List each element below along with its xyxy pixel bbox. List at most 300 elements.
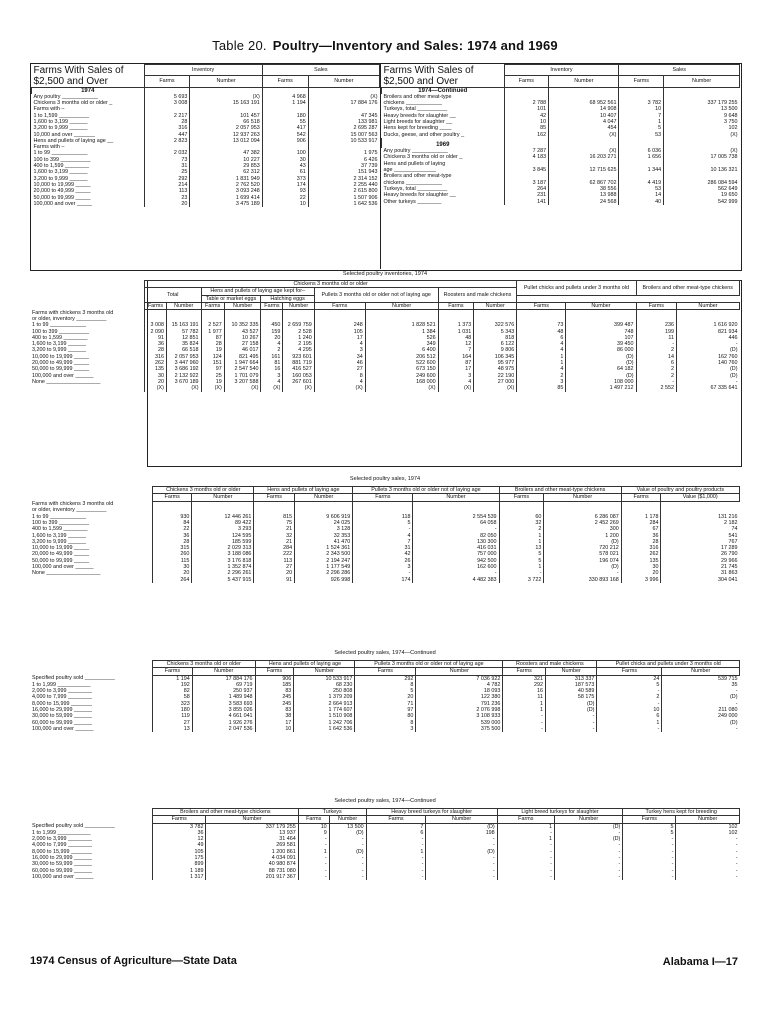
table-cell: 82 050 [413, 533, 499, 539]
s5-rows [30, 823, 740, 880]
table-cell: 10 533 917 [294, 675, 355, 682]
s4-group: Pullet chicks and pullets under 3 months old [597, 661, 740, 668]
table-cell: 14 [636, 354, 676, 360]
column-header: Number [544, 494, 621, 501]
table-cell: 48 975 [474, 366, 517, 372]
table-cell: 11 [636, 335, 676, 341]
table-cell: 2 057 953 [190, 125, 262, 131]
table-cell: - [597, 726, 662, 732]
table-cell: 42 [353, 551, 413, 557]
table-cell: 2 452 269 [544, 520, 621, 526]
s2-group: Broilers and other meat-type chickens [636, 281, 739, 296]
table-row [32, 201, 380, 207]
table-cell: 906 [255, 675, 294, 682]
table-cell: 89 422 [192, 520, 254, 526]
table-cell: 375 500 [416, 726, 503, 732]
table-cell: - [497, 861, 554, 867]
table-cell: 27 000 [474, 379, 517, 385]
table-cell: 1 [499, 564, 544, 570]
table-cell: 29 966 [661, 558, 740, 564]
table-cell: 337 179 255 [664, 100, 740, 106]
table-cell: (X) [166, 385, 201, 391]
footer-page: Alabama I—17 [662, 956, 738, 968]
top-left-head: Farms With Sales of $2,500 and Over [32, 65, 145, 88]
table-title: Poultry—Inventory and Sales: 1974 and 1969 [272, 38, 558, 53]
row-label: 4,000 to 7,999 ________ [32, 694, 92, 701]
table-cell: 198 [426, 830, 497, 836]
column-header: Number [295, 494, 353, 501]
row-label: Farms with – [33, 144, 65, 151]
table-cell: 66 518 [190, 119, 262, 125]
table-cell: 32 [499, 520, 544, 526]
table-cell: 187 573 [545, 682, 596, 688]
table-cell: 6 [636, 360, 676, 366]
table-cell: 71 [355, 701, 416, 707]
row-label: 400 to 1,599 ________ [33, 163, 89, 170]
s5-group: Turkeys [298, 809, 366, 816]
table-cell: 416 031 [413, 545, 499, 551]
table-cell: 2 195 [283, 341, 314, 347]
table-cell: 36 [153, 830, 206, 836]
table-cell: 3 108 933 [416, 713, 503, 719]
table-cell: 6 [517, 335, 566, 341]
table-cell: 1 [499, 533, 544, 539]
table-cell: - [329, 861, 366, 867]
table-cell: 122 380 [416, 694, 503, 700]
table-cell: 68 952 561 [549, 100, 619, 106]
table-cell: 8 [355, 720, 416, 726]
column-header: Farms [597, 668, 662, 675]
table-cell: (D) [545, 701, 596, 707]
table-cell: 27 158 [224, 341, 261, 347]
table-cell: - [503, 720, 546, 726]
table-row [30, 823, 740, 830]
column-header: Farms [255, 668, 294, 675]
table-cell: 10 227 [190, 157, 262, 163]
table-cell: 5 [619, 125, 664, 131]
table-cell: 15 163 191 [190, 100, 262, 106]
top-right-rows-b [382, 148, 740, 205]
row-label [30, 385, 145, 391]
table-cell: 1 242 706 [294, 720, 355, 726]
table-cell: 4 [353, 533, 413, 539]
table-cell: 13 988 [549, 192, 619, 198]
table-cell: 31 [353, 545, 413, 551]
row-label: 30,000 to 59,999 ______ [32, 861, 92, 868]
column-header: Number [166, 302, 201, 309]
table-cell: 2 [636, 366, 676, 372]
table-cell: 5 [623, 823, 676, 830]
table-cell: 20 [621, 570, 661, 576]
table-cell: 7 036 922 [416, 675, 503, 682]
row-label: 1 to 1,599 __________ [33, 112, 89, 119]
table-cell: 316 [621, 545, 661, 551]
table-cell: 2 552 [636, 385, 676, 391]
table-cell: 10 [262, 201, 308, 207]
table-cell: 248 [314, 322, 365, 328]
table-cell: 1 977 [201, 329, 224, 335]
row-label: Light breeds for slaughter __ [383, 118, 453, 125]
column-header: Farms [636, 302, 676, 309]
table-cell: 2 [261, 347, 283, 353]
table-cell: 119 [153, 713, 193, 719]
table-cell: 720 212 [544, 545, 621, 551]
table-cell: 10 267 [224, 335, 261, 341]
table-cell: 13 500 [329, 823, 366, 830]
table-cell: 1 352 874 [192, 564, 254, 570]
table-cell: 36 [145, 341, 167, 347]
s2-subgroup: Table or market eggs [201, 295, 261, 302]
s4-rows [30, 675, 740, 732]
table-cell: 113 [144, 188, 190, 194]
table-cell: (D) [329, 830, 366, 836]
table-cell: 22 190 [474, 373, 517, 379]
table-cell: 446 [677, 335, 740, 341]
table-cell: 4 661 041 [192, 713, 255, 719]
table-cell: 17 289 [661, 545, 740, 551]
table-cell: - [597, 701, 662, 707]
column-header: Number [224, 302, 261, 309]
table-cell: - [554, 855, 622, 861]
row-label: Heavy breeds for slaughter __ [383, 192, 456, 199]
table-cell: 2 788 [504, 100, 549, 106]
table-cell: 30 [621, 564, 661, 570]
table-cell: - [366, 855, 426, 861]
table-cell: 48 [438, 335, 474, 341]
row-label: 60,000 to 99,999 ______ [32, 719, 92, 726]
s5-table [30, 808, 740, 880]
table-cell: 4 482 383 [413, 577, 499, 583]
table-cell: 67 [621, 526, 661, 532]
row-label: 100,000 and over ______ [32, 725, 94, 732]
table-cell: 262 [621, 551, 661, 557]
table-cell: 1 379 209 [294, 694, 355, 700]
row-label: 3,200 to 9,999 ______ [32, 538, 86, 545]
table-cell: 3 686 192 [166, 366, 201, 372]
table-cell: 1 701 079 [224, 373, 261, 379]
table-cell: 6 [597, 713, 662, 719]
table-cell: 264 [504, 186, 549, 192]
table-cell: 24 568 [549, 199, 619, 205]
table-cell: 2 076 998 [416, 707, 503, 713]
table-cell: 231 [504, 192, 549, 198]
s4-group: Roosters and male chickens [503, 661, 597, 668]
row-label: Broilers and other meat-type [383, 173, 452, 180]
table-row [30, 675, 740, 682]
top-right-head: Farms With Sales of $2,500 and Over [382, 65, 505, 88]
table-cell: 161 [261, 354, 283, 360]
row-label: chickens ____________ [383, 100, 442, 107]
table-cell: 9 648 [664, 113, 740, 119]
table-cell: 5 693 [144, 94, 190, 100]
table-cell: 300 [544, 526, 621, 532]
s2-group: Total [145, 288, 202, 303]
column-header: Number [329, 816, 366, 823]
table-cell: 13 [499, 545, 544, 551]
column-header: Farms [254, 494, 295, 501]
table-cell: 60 [499, 514, 544, 520]
table-cell: 124 595 [192, 533, 254, 539]
table-cell: (D) [677, 373, 740, 379]
row-label: Turkeys, total __________ [383, 185, 448, 192]
table-cell: 22 [153, 526, 192, 532]
table-cell: (X) [190, 94, 262, 100]
table-cell: 5 [499, 551, 544, 557]
column-header: Farms [497, 816, 554, 823]
table-cell: - [554, 830, 622, 836]
table-cell: 2 194 247 [295, 558, 353, 564]
table-cell: 1 177 549 [295, 564, 353, 570]
table-cell: 211 080 [662, 707, 740, 713]
table-cell: 80 [355, 713, 416, 719]
table-cell: 284 [254, 545, 295, 551]
table-cell: 40 980 874 [206, 861, 298, 867]
table-cell: - [676, 874, 740, 880]
table-cell: 3 [353, 564, 413, 570]
column-header: Farms [153, 668, 193, 675]
table-cell: - [329, 868, 366, 874]
col-number: Number [190, 76, 262, 87]
table-cell: 16 [261, 366, 283, 372]
table-cell: 4 047 [549, 119, 619, 125]
table-cell: - [329, 836, 366, 842]
top-right-table [381, 64, 740, 205]
table-cell: 2 527 [201, 322, 224, 328]
table-cell: - [497, 830, 554, 836]
table-cell: 10 136 321 [664, 167, 740, 173]
table-cell: 3 008 [144, 100, 190, 106]
subhead-1969: 1969 [382, 142, 505, 148]
table-cell: 3 996 [621, 577, 661, 583]
row-label: 1 to 99 ____________ [33, 150, 88, 157]
table-cell: 108 000 [566, 379, 636, 385]
table-cell: 83 [255, 707, 294, 713]
column-header: Number [206, 816, 298, 823]
table-cell: 4 [314, 379, 365, 385]
table-cell: 2 182 [661, 520, 740, 526]
table-cell: 4 968 [262, 94, 308, 100]
table-cell: 40 589 [545, 688, 596, 694]
row-label: 60,000 to 99,999 ______ [32, 867, 92, 874]
row-label: age ______________ [383, 167, 436, 174]
table-cell: (X) [308, 94, 379, 100]
table-cell: 522 600 [365, 360, 438, 366]
table-cell: 1 373 [438, 322, 474, 328]
row-label: 3,200 to 9,999 ______ [32, 347, 86, 354]
column-header: Number [426, 816, 497, 823]
table-cell: 1 [619, 119, 664, 125]
table-cell: - [623, 849, 676, 855]
table-cell: 5 [355, 688, 416, 694]
table-cell: 222 [254, 551, 295, 557]
column-header: Farms [145, 302, 167, 309]
s5-group: Light breed turkeys for slaughter [497, 809, 623, 816]
table-cell: 1 [497, 823, 554, 830]
table-cell: 264 [153, 577, 192, 583]
table-cell: - [554, 842, 622, 848]
table-cell: 3 187 [504, 180, 549, 186]
table-cell: 26 [353, 558, 413, 564]
row-label: or older, inventory __________ [32, 507, 107, 514]
table-cell: 316 [144, 125, 190, 131]
row-label: 100 to 399 __________ [32, 328, 89, 335]
table-cell: 206 512 [365, 354, 438, 360]
row-label: 400 to 1,599 ________ [32, 334, 88, 341]
table-cell: 19 [201, 347, 224, 353]
table-cell: 4 [261, 341, 283, 347]
table-cell: 21 745 [661, 564, 740, 570]
table-cell: - [503, 726, 546, 732]
table-cell: - [426, 842, 497, 848]
s3-group: Value of poultry and poultry products [621, 487, 739, 494]
table-cell: 9 [298, 830, 329, 836]
table-cell: 12 937 263 [190, 132, 262, 138]
table-cell: 57 782 [166, 329, 201, 335]
table-cell: 5 437 915 [192, 577, 254, 583]
table-cell: 881 719 [283, 360, 314, 366]
table-cell: 292 [355, 675, 416, 682]
table-cell: 6 122 [474, 341, 517, 347]
table-cell: (D) [426, 823, 497, 830]
table-cell: 27 [254, 564, 295, 570]
table-cell: 7 [438, 347, 474, 353]
s2-group: Roosters and male chickens [438, 288, 517, 303]
table-cell: 9 806 [474, 347, 517, 353]
table-cell: 1 616 920 [677, 322, 740, 328]
table-cell: (D) [426, 849, 497, 855]
table-cell: 180 [153, 707, 193, 713]
table-cell: 7 [619, 113, 664, 119]
table-cell: - [662, 726, 740, 732]
table-cell: - [329, 874, 366, 880]
table-cell: 330 893 168 [544, 577, 621, 583]
table-cell: 757 000 [413, 551, 499, 557]
table-cell: 2 554 539 [413, 514, 499, 520]
row-label: 8,000 to 15,999 _______ [32, 848, 92, 855]
table-cell: 84 [153, 520, 192, 526]
table-cell: 3 475 189 [190, 201, 262, 207]
table-cell: 1 200 861 [206, 849, 298, 855]
table-cell: 113 [254, 558, 295, 564]
table-cell: 12 [153, 836, 206, 842]
table-cell: 10 [597, 707, 662, 713]
table-cell: 20 [254, 570, 295, 576]
table-cell: 337 179 255 [206, 823, 298, 830]
table-cell: 185 [255, 682, 294, 688]
column-header: Farms [438, 302, 474, 309]
row-label: Ducks, geese, and other poultry _ [383, 131, 465, 138]
table-cell: 74 [661, 526, 740, 532]
table-cell: 43 [262, 163, 308, 169]
table-cell: (D) [566, 354, 636, 360]
table-cell: 3 855 026 [192, 707, 255, 713]
table-cell: 4 [438, 379, 474, 385]
table-cell: 1 [517, 354, 566, 360]
s2-group: Pullets 3 months old or older not of laying age [314, 288, 438, 303]
table-cell: - [426, 855, 497, 861]
table-cell: 101 [504, 106, 549, 112]
table-cell: 1 926 276 [192, 720, 255, 726]
table-cell: 1 178 [621, 514, 661, 520]
table-cell: 1 [597, 720, 662, 726]
subhead-1974-continued: 1974—Continued [382, 87, 505, 94]
table-cell: 1 240 [283, 335, 314, 341]
table-cell: 30 [153, 564, 192, 570]
inventory-header: Inventory [144, 65, 262, 76]
row-label: 20,000 to 49,999 _____ [32, 551, 89, 558]
table-cell: 1 699 414 [190, 195, 262, 201]
row-label: 400 to 1,599 ________ [32, 526, 88, 533]
table-cell: 323 [153, 701, 193, 707]
row-label: 16,000 to 29,999 ______ [32, 707, 92, 714]
table-cell: 20 [355, 694, 416, 700]
table-cell: 130 300 [413, 539, 499, 545]
year-1974: 1974 [32, 87, 145, 94]
s2-group: Pullet chicks and pullets under 3 months old [517, 281, 636, 296]
table-cell: 6 400 [365, 347, 438, 353]
table-cell: (D) [545, 707, 596, 713]
table-cell: 562 649 [664, 186, 740, 192]
table-cell: 13 [153, 726, 193, 732]
row-label: Broilers and other meat-type [383, 93, 452, 100]
table-cell: - [677, 341, 740, 347]
table-cell: 162 600 [413, 564, 499, 570]
table-cell: 262 [145, 360, 167, 366]
table-cell: 85 [517, 385, 566, 391]
table-cell: 24 [597, 675, 662, 682]
table-cell: 21 [254, 539, 295, 545]
table-cell: 3 [517, 379, 566, 385]
table-cell: 107 [566, 335, 636, 341]
table-cell: - [554, 849, 622, 855]
table-cell: 292 [503, 682, 546, 688]
row-label: 100,000 and over ______ [32, 564, 94, 571]
table-cell: (X) [201, 385, 224, 391]
table-cell: 164 [438, 354, 474, 360]
table-cell: - [676, 849, 740, 855]
column-header: Farms [153, 494, 192, 501]
table-cell: - [298, 836, 329, 842]
table-cell: 81 [261, 360, 283, 366]
table-cell: 82 [153, 688, 193, 694]
table-cell: 542 999 [664, 199, 740, 205]
table-cell: - [676, 855, 740, 861]
column-header: Farms [261, 302, 283, 309]
row-label: 50,000 to 99,999 _____ [33, 194, 91, 201]
table-cell: - [623, 836, 676, 842]
table-cell: 3 670 189 [166, 379, 201, 385]
inventory-header: Inventory [504, 65, 619, 76]
table-cell: 28 [621, 539, 661, 545]
table-cell: 135 [621, 558, 661, 564]
table-cell: - [623, 855, 676, 861]
table-cell: 12 446 261 [192, 514, 254, 520]
table-cell: 192 [153, 682, 193, 688]
table-cell: (X) [314, 385, 365, 391]
table-cell: 10 352 335 [224, 322, 261, 328]
table-cell: 102 [676, 823, 740, 830]
table-cell: 23 [144, 195, 190, 201]
table-cell: 1 510 908 [294, 713, 355, 719]
table-cell: - [623, 874, 676, 880]
row-label: 100 to 399 __________ [32, 519, 89, 526]
table-cell: 100 [262, 150, 308, 156]
table-cell: 4 782 [416, 682, 503, 688]
table-cell: 1 642 536 [294, 726, 355, 732]
table-cell: 6 286 087 [544, 514, 621, 520]
table-cell: 1 200 [544, 533, 621, 539]
table-cell: 62 312 [190, 169, 262, 175]
